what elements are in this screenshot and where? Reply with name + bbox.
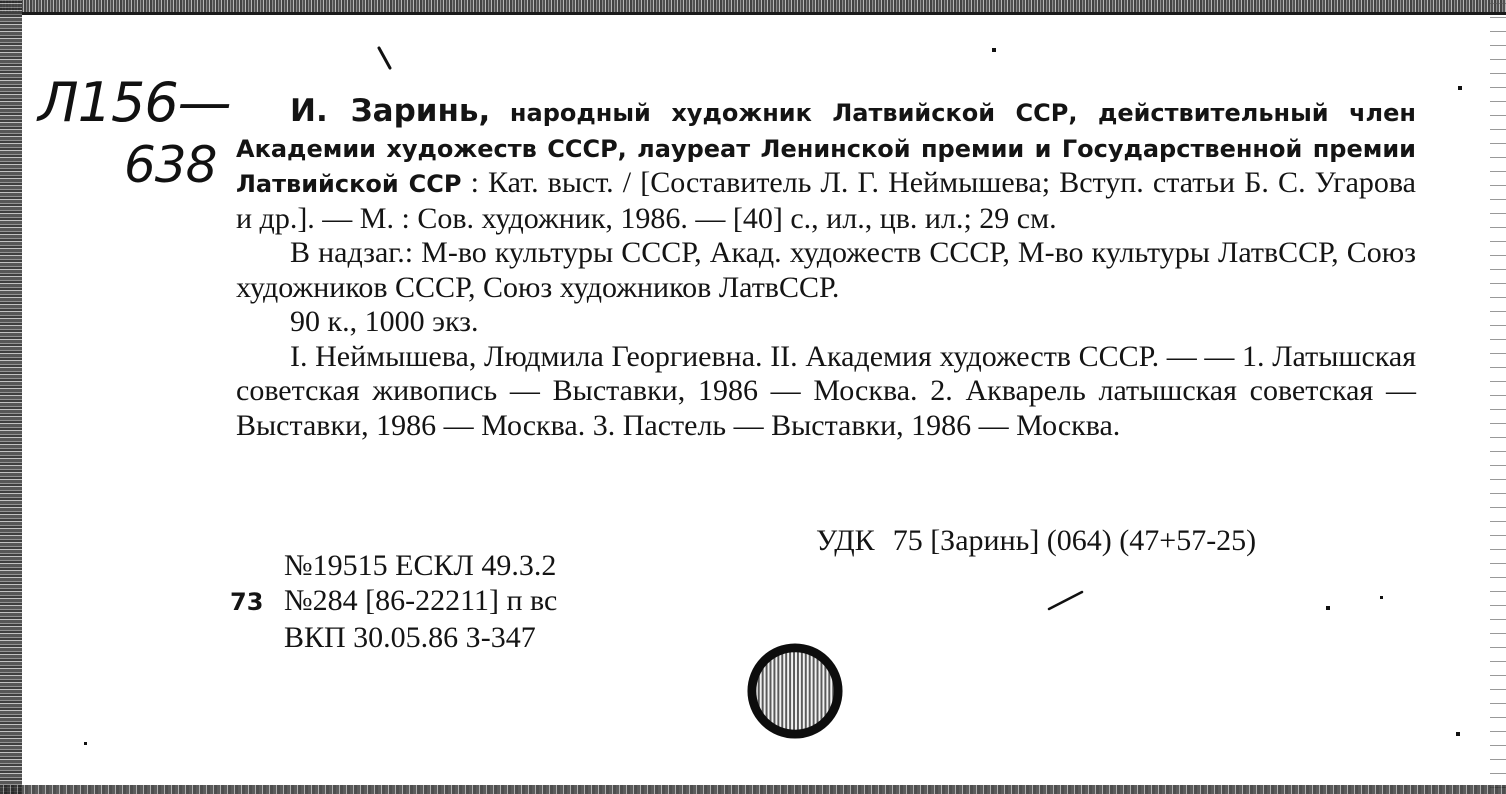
speck-dot [84,742,87,745]
speck-dot [992,48,996,52]
scan-edge-bottom [0,785,1506,794]
code-line-2 [230,583,557,620]
scan-edge-top-line [0,12,1506,15]
scan-edge-left [0,0,22,794]
catalog-card-entry [236,94,1416,443]
general-note: В надзаг.: М-во культуры СССР, Акад. художеств СССР, М-во культуры ЛатвССР, Союз художников СССР, Союз художников ЛатвССР. [236,236,1416,304]
speck-dot [1456,732,1460,736]
udk-value: 75 [Заринь] (064) (47+57-25) [892,524,1257,557]
publication-details: : Кат. выст. / [Составитель Л. Г. Неймышева; Вступ. статьи Б. С. Угарова и др.]. — М. : Сов. художник, 1986. — [40] с., ил., цв. ил.; 29 см. [236,166,1416,235]
code-line-2-value: №284 [86-22211] п вс [284,584,558,617]
title-statement: народный художник Латвийской ССР, действительный член Академии художеств СССР, лауреат Ленинской премии и Государственной премии Латвийской ССР [236,99,1416,198]
punch-hole-icon [746,642,844,740]
code-line-1: №19515 ЕСКЛ 49.3.2 [284,549,557,582]
bibliographic-description [236,94,1416,236]
handwritten-shelfmark-line-1: Л156— [38,71,231,134]
pen-stroke-mark [376,46,396,72]
speck-dot [1380,596,1383,599]
scan-edge-right [1490,0,1506,794]
udk-classification [816,524,1256,558]
price-and-print-run: 90 к., 1000 экз. [290,305,479,338]
udk-label: УДК [816,524,875,557]
registration-codes [230,548,557,655]
author-name: И. Заринь, [290,93,491,129]
code-line-2-prefix: 73 [230,588,264,616]
subject-headings: I. Неймышева, Людмила Георгиевна. II. Академия художеств СССР. — — 1. Латышская советская живопись — Выставки, 1986 — Москва. 2. Акварель латышская советская — Выставки, 1986 — Москва. 3. Пастель — Выставки, 1986 — Москва. [236,339,1416,442]
code-line-3: ВКП 30.05.86 З-347 [284,621,536,654]
speck-dot [1458,86,1462,90]
pen-tick-mark [1046,588,1086,612]
scan-edge-top [0,0,1506,12]
speck-dot [1326,606,1330,610]
handwritten-shelfmark-line-2: 638 [124,136,217,194]
